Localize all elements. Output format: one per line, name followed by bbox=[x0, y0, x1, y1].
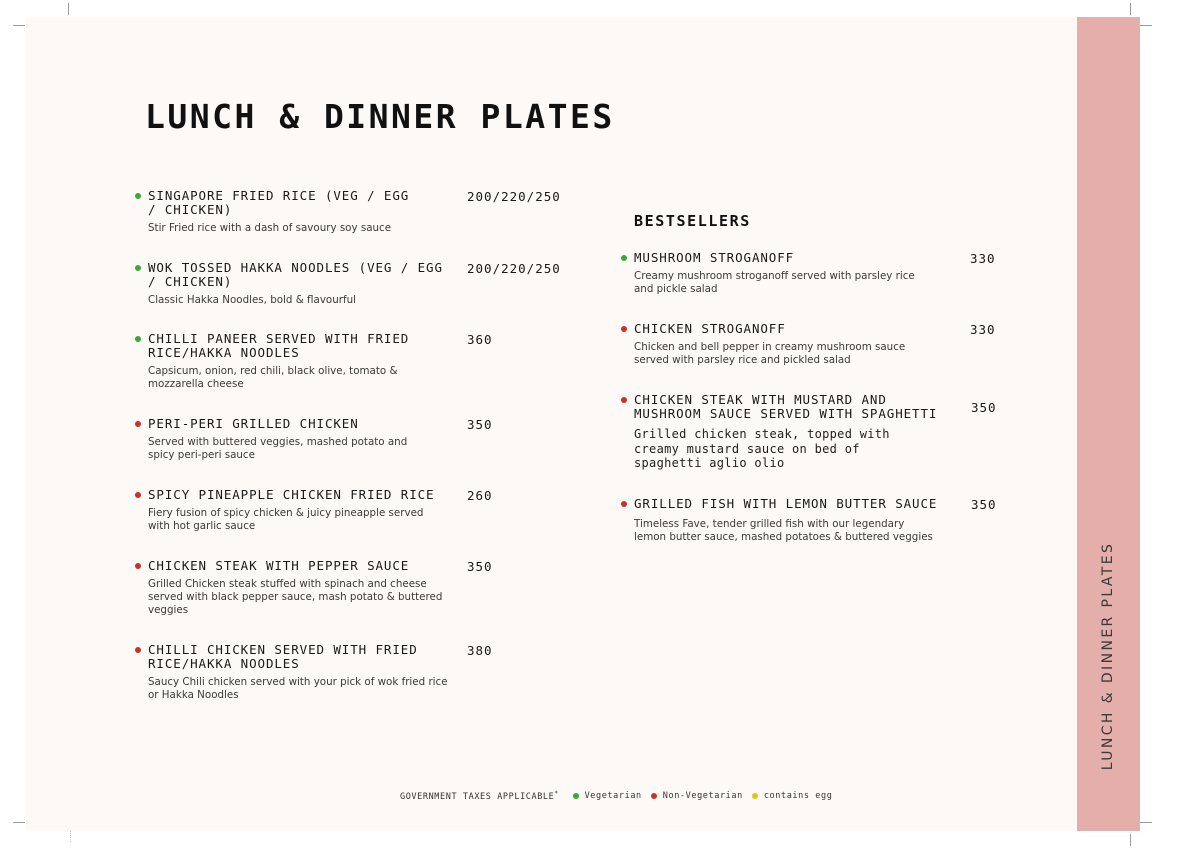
legend-egg bbox=[752, 791, 833, 801]
legend-non-vegetarian bbox=[651, 791, 743, 801]
crop-mark bbox=[13, 822, 25, 823]
non-veg-indicator-icon bbox=[621, 326, 627, 332]
item-description: Creamy mushroom stroganoff served with parsley rice and pickle salad bbox=[634, 270, 915, 295]
item-price: 350 bbox=[971, 400, 997, 415]
item-price: 360 bbox=[467, 332, 493, 347]
item-description: Capsicum, onion, red chili, black olive, tomato & mozzarella cheese bbox=[148, 365, 398, 390]
item-price: 200/220/250 bbox=[467, 189, 561, 204]
item-description: Served with buttered veggies, mashed potato and spicy peri-peri sauce bbox=[148, 436, 408, 461]
tax-asterisk: * bbox=[554, 790, 559, 798]
non-veg-indicator-icon bbox=[135, 492, 141, 498]
non-veg-indicator-icon bbox=[621, 397, 627, 403]
non-veg-indicator-icon bbox=[621, 501, 627, 507]
item-name: GRILLED FISH WITH LEMON BUTTER SAUCE bbox=[634, 496, 938, 511]
legend-label: contains egg bbox=[763, 791, 833, 801]
legend-vegetarian bbox=[573, 791, 642, 801]
item-description: Saucy Chili chicken served with your pick of wok fried rice or Hakka Noodles bbox=[148, 676, 448, 701]
crop-mark bbox=[68, 3, 69, 15]
crop-mark bbox=[13, 25, 25, 26]
legend-label: Non-Vegetarian bbox=[662, 791, 743, 801]
item-name: CHICKEN STROGANOFF bbox=[634, 321, 786, 336]
bestsellers-heading: BESTSELLERS bbox=[634, 212, 751, 230]
crop-mark bbox=[1130, 834, 1131, 846]
item-description: Classic Hakka Noodles, bold & flavourful bbox=[148, 294, 356, 306]
item-name: PERI-PERI GRILLED CHICKEN bbox=[148, 416, 359, 431]
veg-indicator-icon bbox=[573, 793, 579, 799]
item-description: Stir Fried rice with a dash of savoury soy sauce bbox=[148, 222, 392, 234]
legend-label: Vegetarian bbox=[584, 791, 642, 801]
item-name: CHICKEN STEAK WITH MUSTARD AND MUSHROOM SAUCE SERVED WITH SPAGHETTI bbox=[634, 392, 938, 421]
veg-indicator-icon bbox=[135, 193, 141, 199]
item-price: 350 bbox=[467, 417, 493, 432]
veg-indicator-icon bbox=[621, 255, 627, 261]
item-name: MUSHROOM STROGANOFF bbox=[634, 250, 795, 265]
item-description: Grilled Chicken steak stuffed with spinach and cheese served with black pepper sauce, mash potato & buttered veggies bbox=[148, 578, 443, 616]
veg-indicator-icon bbox=[135, 265, 141, 271]
tax-note: GOVERNMENT TAXES APPLICABLE* bbox=[400, 790, 559, 802]
sidebar-label: LUNCH & DINNER PLATES bbox=[1100, 541, 1116, 771]
crop-mark bbox=[1140, 25, 1152, 26]
item-price: 260 bbox=[467, 488, 493, 503]
non-veg-indicator-icon bbox=[135, 563, 141, 569]
crop-mark bbox=[1140, 822, 1152, 823]
footer-legend bbox=[400, 789, 841, 803]
item-price: 350 bbox=[971, 497, 997, 512]
item-price: 330 bbox=[970, 251, 996, 266]
item-price: 330 bbox=[970, 322, 996, 337]
item-price: 200/220/250 bbox=[467, 261, 561, 276]
item-name: SPICY PINEAPPLE CHICKEN FRIED RICE bbox=[148, 487, 435, 502]
egg-indicator-icon bbox=[752, 793, 758, 799]
item-description: Grilled chicken steak, topped with creamy mustard sauce on bed of spaghetti aglio olio bbox=[634, 427, 890, 470]
non-veg-indicator-icon bbox=[651, 793, 657, 799]
item-price: 380 bbox=[467, 643, 493, 658]
veg-indicator-icon bbox=[135, 336, 141, 342]
crop-mark bbox=[1130, 3, 1131, 15]
non-veg-indicator-icon bbox=[135, 647, 141, 653]
item-description: Chicken and bell pepper in creamy mushroom sauce served with parsley rice and pickled salad bbox=[634, 341, 906, 366]
page-title: LUNCH & DINNER PLATES bbox=[145, 97, 615, 136]
item-name: SINGAPORE FRIED RICE (VEG / EGG / CHICKEN) bbox=[148, 188, 410, 217]
item-name: WOK TOSSED HAKKA NOODLES (VEG / EGG / CHICKEN) bbox=[148, 260, 443, 289]
item-price: 350 bbox=[467, 559, 493, 574]
item-description: Fiery fusion of spicy chicken & juicy pineapple served with hot garlic sauce bbox=[148, 507, 424, 532]
non-veg-indicator-icon bbox=[135, 421, 141, 427]
item-name: CHILLI PANEER SERVED WITH FRIED RICE/HAKKA NOODLES bbox=[148, 331, 410, 360]
item-description: Timeless Fave, tender grilled fish with our legendary lemon butter sauce, mashed potatoes & buttered veggies bbox=[634, 518, 933, 543]
item-name: CHICKEN STEAK WITH PEPPER SAUCE bbox=[148, 558, 410, 573]
item-name: CHILLI CHICKEN SERVED WITH FRIED RICE/HAKKA NOODLES bbox=[148, 642, 418, 671]
